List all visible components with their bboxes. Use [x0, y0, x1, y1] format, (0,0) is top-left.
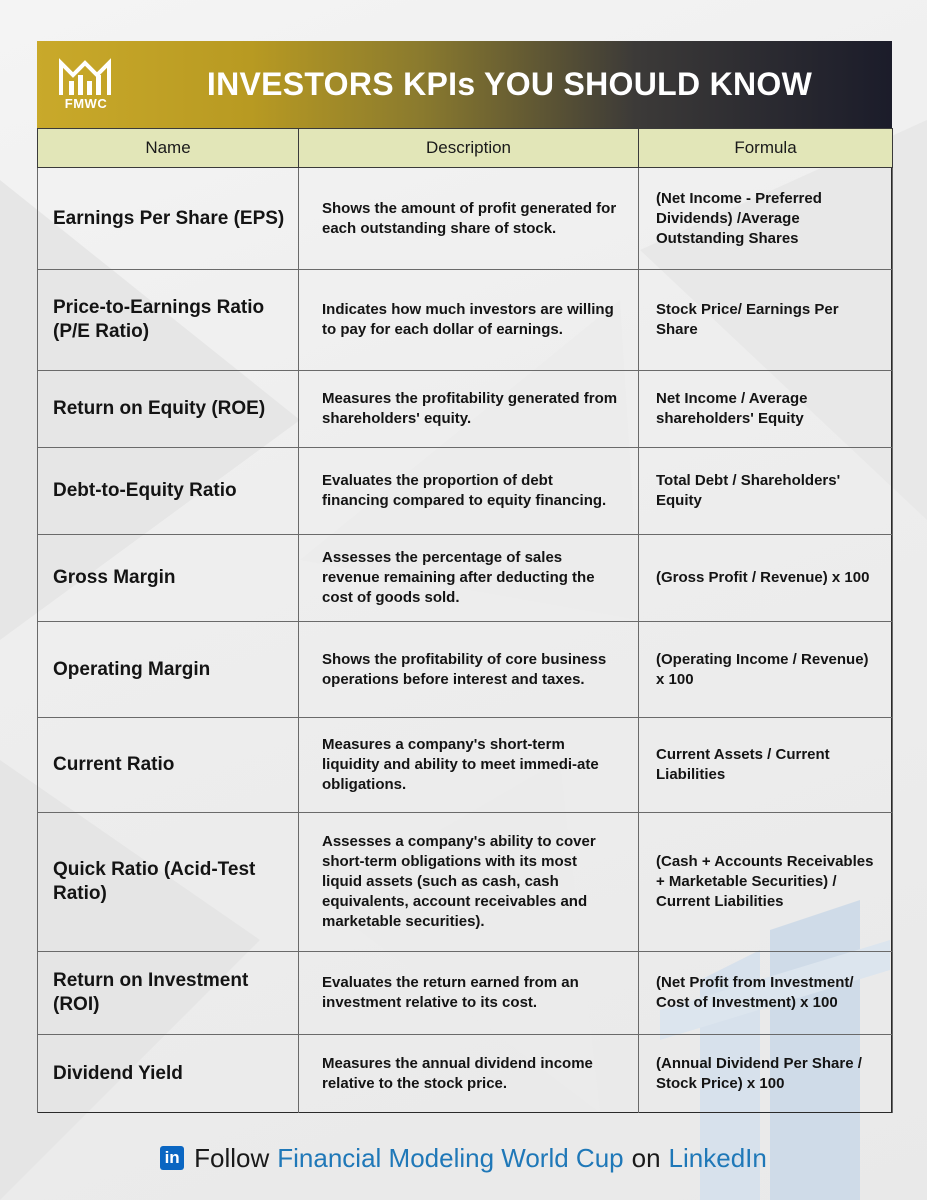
- kpi-formula: (Gross Profit / Revenue) x 100: [639, 535, 893, 622]
- table-row: [38, 952, 893, 1035]
- kpi-description: Evaluates the return earned from an investment relative to its cost.: [299, 952, 639, 1035]
- kpi-name: Quick Ratio (Acid-Test Ratio): [38, 813, 299, 952]
- table-row: [38, 813, 893, 952]
- kpi-name: Gross Margin: [38, 535, 299, 622]
- table-row: [38, 718, 893, 813]
- kpi-formula: (Net Profit from Investment/ Cost of Investment) x 100: [639, 952, 893, 1035]
- linkedin-icon[interactable]: in: [160, 1146, 184, 1170]
- footer-follow-line: [0, 1138, 927, 1178]
- kpi-name: Dividend Yield: [38, 1035, 299, 1113]
- kpi-description: Assesses the percentage of sales revenue remaining after deducting the cost of goods sold.: [299, 535, 639, 622]
- kpi-description: Shows the amount of profit generated for each outstanding share of stock.: [299, 168, 639, 270]
- kpi-description: Shows the profitability of core business operations before interest and taxes.: [299, 622, 639, 718]
- column-header-formula: Formula: [639, 129, 893, 168]
- kpi-formula: (Operating Income / Revenue) x 100: [639, 622, 893, 718]
- kpi-formula: Stock Price/ Earnings Per Share: [639, 270, 893, 371]
- logo-text: FMWC: [64, 96, 108, 111]
- kpi-name: Debt-to-Equity Ratio: [38, 448, 299, 535]
- kpi-description: Assesses a company's ability to cover short-term obligations with its most liquid assets (such as cash, cash equivalents, account receivables and marketable securities).: [299, 813, 639, 952]
- table-header-row: [38, 129, 893, 168]
- kpi-description: Indicates how much investors are willing to pay for each dollar of earnings.: [299, 270, 639, 371]
- kpi-formula: (Annual Dividend Per Share / Stock Price) x 100: [639, 1035, 893, 1113]
- table-row: [38, 622, 893, 718]
- table-row: [38, 270, 893, 371]
- table-row: [38, 371, 893, 448]
- column-header-description: Description: [299, 129, 639, 168]
- table-row: [38, 535, 893, 622]
- kpi-name: Price-to-Earnings Ratio (P/E Ratio): [38, 270, 299, 371]
- kpi-name: Current Ratio: [38, 718, 299, 813]
- table-row: [38, 448, 893, 535]
- table-row: [38, 1035, 893, 1113]
- kpi-formula: (Cash + Accounts Receivables + Marketable Securities) / Current Liabilities: [639, 813, 893, 952]
- kpi-description: Evaluates the proportion of debt financing compared to equity financing.: [299, 448, 639, 535]
- kpi-formula: (Net Income - Preferred Dividends) /Average Outstanding Shares: [639, 168, 893, 270]
- table-row: [38, 168, 893, 270]
- page-title: INVESTORS KPIs YOU SHOULD KNOW: [206, 66, 813, 102]
- kpi-description: Measures a company's short-term liquidity and ability to meet immedi-ate obligations.: [299, 718, 639, 813]
- linkedin-link[interactable]: LinkedIn: [668, 1142, 767, 1173]
- column-header-name: Name: [38, 129, 299, 168]
- kpi-formula: Net Income / Average shareholders' Equity: [639, 371, 893, 448]
- footer-follow-text: Follow: [194, 1142, 270, 1173]
- page-header: [37, 41, 892, 128]
- kpi-name: Earnings Per Share (EPS): [38, 168, 299, 270]
- kpi-name: Return on Investment (ROI): [38, 952, 299, 1035]
- footer-on-text: on: [631, 1142, 661, 1173]
- kpi-description: Measures the profitability generated from shareholders' equity.: [299, 371, 639, 448]
- company-link[interactable]: Financial Modeling World Cup: [277, 1142, 624, 1173]
- kpi-name: Operating Margin: [38, 622, 299, 718]
- kpi-description: Measures the annual dividend income relative to the stock price.: [299, 1035, 639, 1113]
- kpi-name: Return on Equity (ROE): [38, 371, 299, 448]
- kpi-formula: Current Assets / Current Liabilities: [639, 718, 893, 813]
- kpi-formula: Total Debt / Shareholders' Equity: [639, 448, 893, 535]
- kpi-table: [37, 128, 893, 1113]
